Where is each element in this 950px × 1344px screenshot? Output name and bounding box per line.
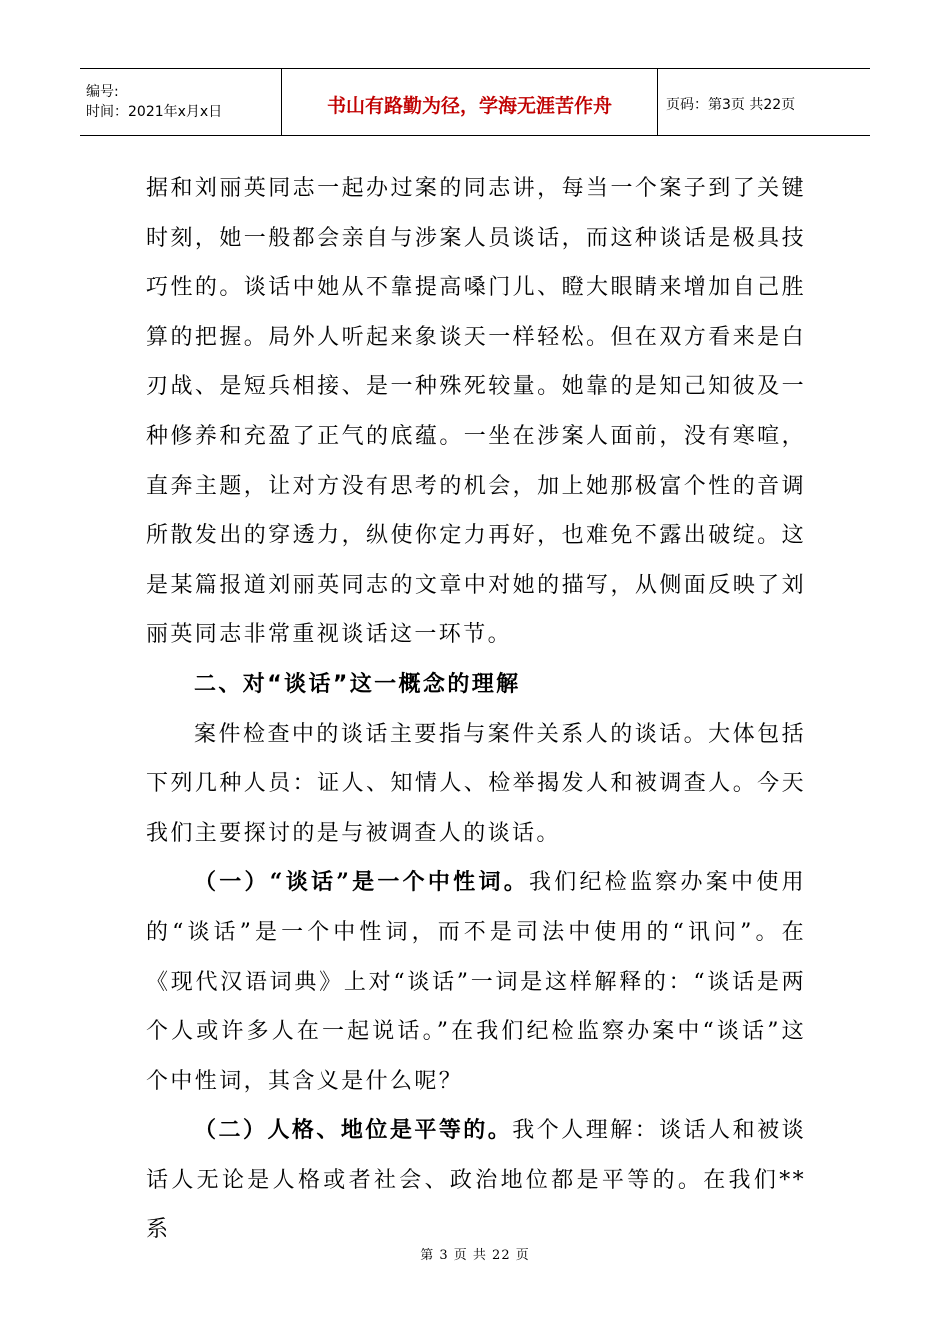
- paragraph-3: [146, 858, 806, 1106]
- paragraph-2: 案件检查中的谈话主要指与案件关系人的谈话。大体包括下列几种人员：证人、知情人、检举揭发人和被调查人。今天我们主要探讨的是与被调查人的谈话。: [146, 721, 806, 846]
- page-footer: [0, 1244, 950, 1263]
- header-meta: [80, 69, 282, 135]
- footer-page-number: 第 3 页 共 22 页: [420, 1248, 530, 1263]
- paragraph-4: [146, 1106, 806, 1255]
- document-number-label: 编号:: [86, 84, 119, 100]
- subheading-neutral-word: （一）“谈话”是一个中性词。: [194, 869, 529, 896]
- document-time: 时间：2021年x月x日: [86, 104, 223, 120]
- motto-text: 书山有路勤为径，学海无涯苦作舟: [326, 94, 612, 117]
- page-info-text: 页码：第3页 共22页: [666, 97, 796, 113]
- subheading-equality: （二）人格、地位是平等的。: [194, 1117, 513, 1144]
- paragraph-3-text: 我们纪检监察办案中使用的“谈话”是一个中性词，而不是司法中使用的“讯问”。在《现代汉语词典》上对“谈话”一词是这样解释的：“谈话是两个人或许多人在一起说话。”在我们纪检监察办案中“谈话”这个中性词，其含义是什么呢？: [146, 870, 806, 1094]
- header-motto: [282, 69, 658, 135]
- section-heading-2: 二、对“谈话”这一概念的理解: [194, 671, 521, 697]
- page-header: [80, 68, 870, 136]
- header-page-info: [658, 69, 870, 135]
- paragraph-4-text: 我个人理解：谈话人和被谈话人无论是人格或者社会、政治地位都是平等的。在我们**系: [146, 1118, 806, 1243]
- paragraph-1: 据和刘丽英同志一起办过案的同志讲，每当一个案子到了关键时刻，她一般都会亲自与涉案人员谈话，而这种谈话是极具技巧性的。谈话中她从不靠提高嗓门儿、瞪大眼睛来增加自己胜算的把握。局外人听起来象谈天一样轻松。但在双方看来是白刃战、是短兵相接、是一种殊死较量。她靠的是知己知彼及一种修养和充盈了正气的底蕴。一坐在涉案人面前，没有寒喧，直奔主题，让对方没有思考的机会，加上她那极富个性的音调所散发出的穿透力，纵使你定力再好，也难免不露出破绽。这是某篇报道刘丽英同志的文章中对她的描写，从侧面反映了刘丽英同志非常重视谈话这一环节。: [146, 176, 806, 648]
- document-body: [146, 164, 806, 1255]
